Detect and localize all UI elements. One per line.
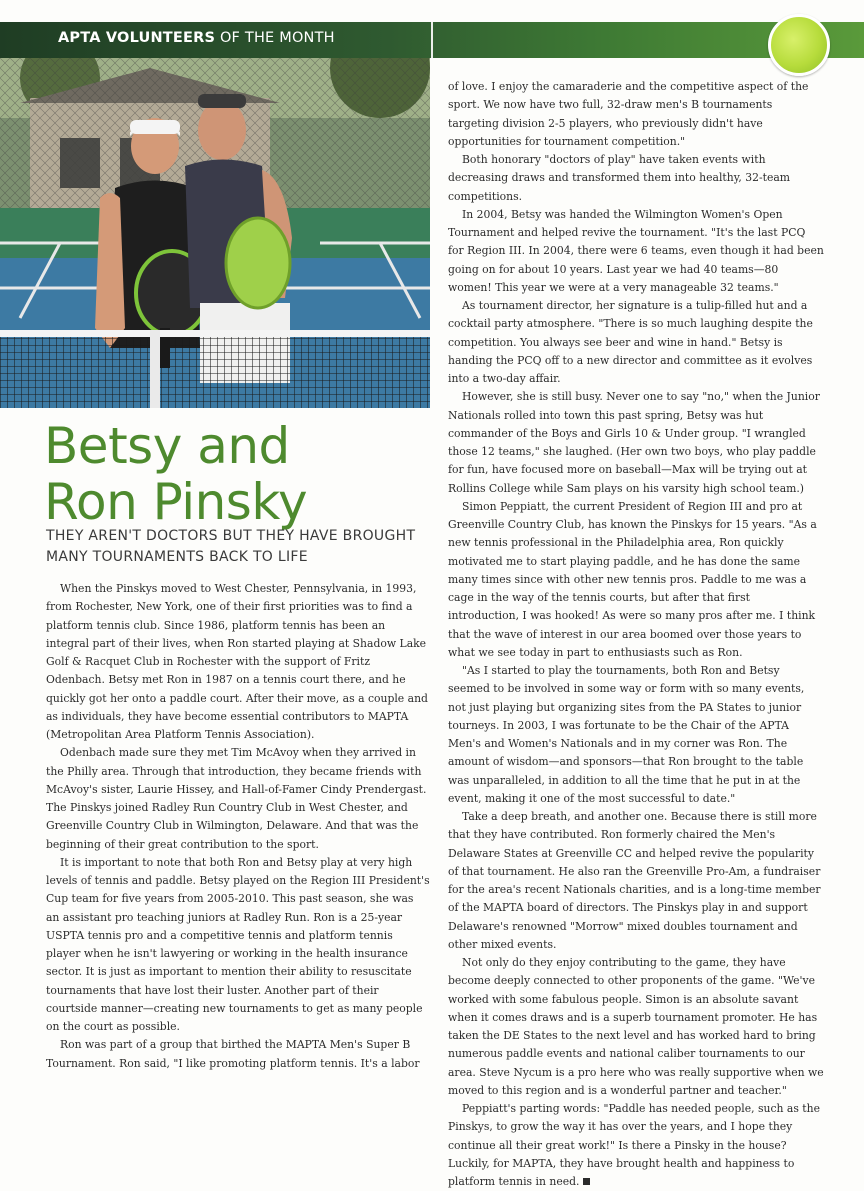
left-paragraph-2: Odenbach made sure they met Tim McAvoy when they arrived in the Philly area. Through that introduction, they became friends with McAvoy's sister, Laurie Hissey, and Hall-of-Famer Cindy Prendergast. The Pinskys joined Radley Run Country Club in West Chester, and Greenville Country Club in Wilmington, Delaware. And that was the beginning of their great contribution to the sport. (46, 746, 427, 851)
right-paragraph-10-text: Peppiatt's parting words: "Paddle has needed people, such as the Pinskys, to grow the way it has over the years, and I hope they continue all their great work!" Is there a Pinsky in the house? Luckily, for MAPTA, they have brought health and happiness to platform tennis in need. (448, 1102, 820, 1188)
right-paragraph-8: Take a deep breath, and another one. Because there is still more that they have contributed. Ron formerly chaired the Men's Delaware States at Greenville CC and helped revive the popularity of that tournament. He also ran the Greenville Pro-Am, a fundraiser for the area's recent Nationals charities, and is a long-time member of the MAPTA board of directors. The Pinskys play in and support Delaware's renowned "Morrow" mixed doubles tournament and other mixed events. (448, 810, 821, 951)
right-paragraph-4: As tournament director, her signature is a tulip-filled hut and a cocktail party atmosphere. "There is so much laughing despite the competition. You always see beer and wine in hand." Betsy is handing the PCQ off to a new director and committee as it evolves into a two-day affair. (448, 299, 813, 385)
section-header-title (58, 30, 335, 46)
right-paragraph-10 (448, 1100, 824, 1191)
article-title-line-2: Ron Pinsky (44, 473, 308, 531)
section-header-rest: OF THE MONTH (219, 30, 335, 46)
left-column (46, 580, 430, 1073)
end-of-article-icon (583, 1178, 590, 1185)
right-paragraph-3: In 2004, Betsy was handed the Wilmington Women's Open Tournament and helped revive the tournament. "It's the last PCQ for Region III. In 2004, there were 6 teams, even though it had been going on for about 10 years. Last year we had 40 teams—80 women! This year we were at a very manageable 32 teams." (448, 207, 824, 294)
right-column (448, 78, 824, 1191)
left-paragraph-1: When the Pinskys moved to West Chester, Pennsylvania, in 1993, from Rochester, New York, one of their first priorities was to find a platform tennis club. Since 1986, platform tennis has been an integral part of their lives, when Ron started playing at Shadow Lake Golf & Racquet Club in Rochester with the support of Fritz Odenbach. Betsy met Ron in 1987 on a tennis court there, and he quickly got her onto a paddle court. After their move, as a couple and as individuals, they have become essential contributors to MAPTA (Metropolitan Area Platform Tennis Association). (46, 582, 428, 741)
right-paragraph-7: "As I started to play the tournaments, both Ron and Betsy seemed to be involved in some way or form with so many events, not just playing but organizing sites from the PA States to junior tourneys. In 2003, I was fortunate to be the Chair of the APTA Men's and Women's Nationals and in my corner was Ron. The amount of wisdom—and sponsors—that Ron brought to the table was unparalleled, in addition to all the time that he put in at the event, making it one of the most successful to date." (448, 664, 805, 805)
header-divider (431, 22, 433, 58)
photo-illustration (0, 58, 430, 408)
right-paragraph-5: However, she is still busy. Never one to say "no," when the Junior Nationals rolled into town this past spring, Betsy was hut commander of the Boys and Girls 10 & Under group. "I wrangled those 12 teams," she laughed. (Her own two boys, who play paddle for fun, have focused more on baseball—Max will be trying out at Rollins College while Sam plays on his varsity high school team.) (448, 390, 820, 495)
section-header-bold: APTA VOLUNTEERS (58, 30, 216, 46)
tennis-ball-icon (768, 14, 830, 76)
right-paragraph-2: Both honorary "doctors of play" have taken events with decreasing draws and transformed them into healthy, 32-team competitions. (448, 153, 791, 203)
right-paragraph-9: Not only do they enjoy contributing to the game, they have become deeply connected to other proponents of the game. "We've worked with some fabulous people. Simon is an absolute savant when it comes draws and is a superb tournament promoter. He has taken the DE States to the next level and has worked hard to bring numerous paddle events and national caliber tournaments to our area. Steve Nycum is a pro here who was really supportive when we moved to this region and is a wonderful partner and teacher." (448, 956, 824, 1097)
article-title-line-1: Betsy and (44, 417, 290, 475)
right-paragraph-6: Simon Peppiatt, the current President of Region III and pro at Greenville Country Club, has known the Pinskys for 15 years. "As a new tennis professional in the Philadelphia area, Ron quickly motivated me to start playing paddle, and he has done the same many times since with other new tennis pros. Paddle to me was a cage in the way of the tennis courts, but after that first introduction, I was hooked! As were so many pros after me. I think that the wave of interest in our area boomed over those years to what we see today in part to enthusiasts such as Ron. (448, 499, 817, 659)
article-title (44, 418, 307, 530)
left-paragraph-3: It is important to note that both Ron and Betsy play at very high levels of tennis and paddle. Betsy played on the Region III President's Cup team for five years from 2005-2010. This past season, she was an assistant pro teaching juniors at Radley Run. Ron is a 25-year USPTA tennis pro and a competitive tennis and platform tennis player when he isn't lawyering or working in the health insurance sector. It is just as important to mention their ability to resuscitate tournaments that have lost their luster. Another part of their courtside manner—creating new tournaments to get as many people on the court as possible. (46, 855, 430, 1033)
right-paragraph-1: of love. I enjoy the camaraderie and the competitive aspect of the sport. We now have two full, 32-draw men's B tournaments targeting division 2-5 players, who previously didn't have opportunities for tournament competition." (448, 80, 809, 148)
couple-photo (0, 58, 430, 408)
left-paragraph-4: Ron was part of a group that birthed the MAPTA Men's Super B Tournament. Ron said, "I like promoting platform tennis. It's a labor (46, 1038, 420, 1070)
article-subtitle: THEY AREN'T DOCTORS BUT THEY HAVE BROUGHT MANY TOURNAMENTS BACK TO LIFE (46, 528, 416, 565)
